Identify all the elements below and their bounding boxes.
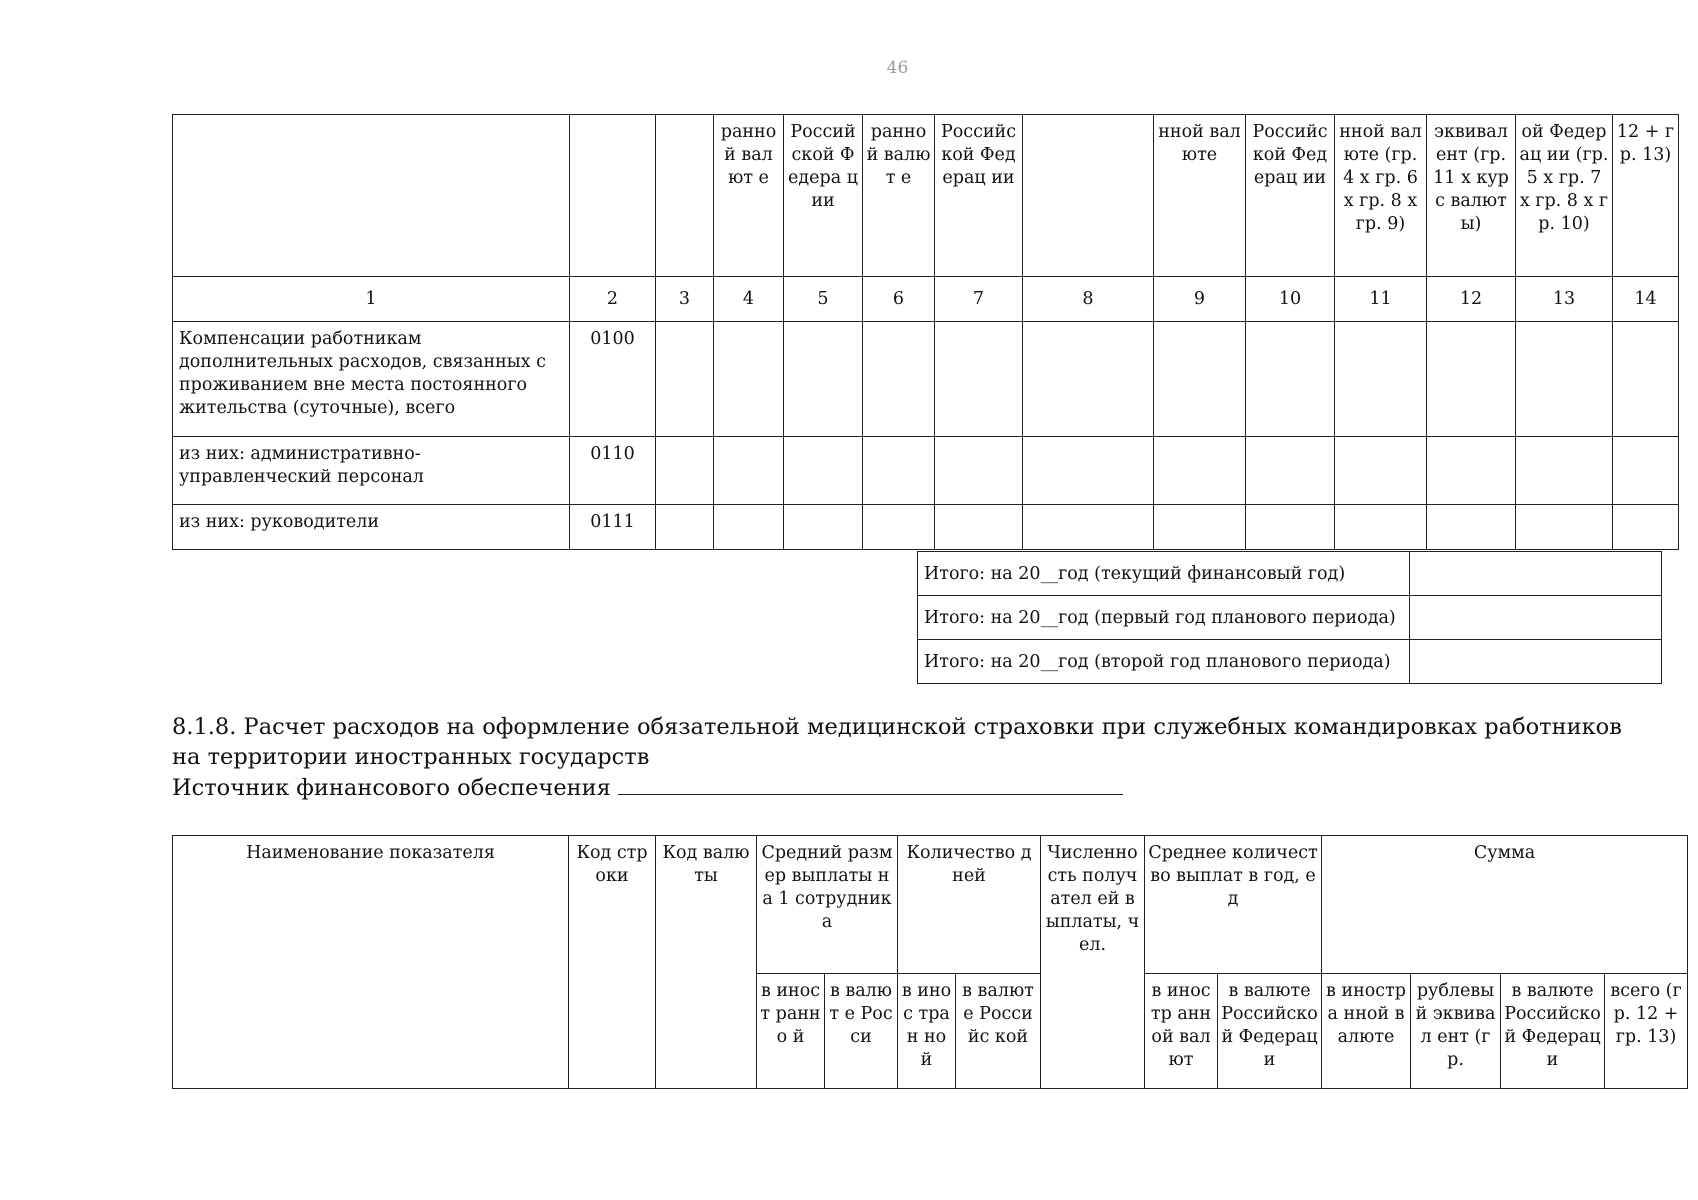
title-word: при [1101, 714, 1147, 740]
empty-cell [714, 437, 784, 505]
table-row [173, 437, 1679, 505]
title-word: работников [1484, 714, 1622, 740]
empty-cell [1516, 437, 1613, 505]
title-word: страховки [973, 714, 1095, 740]
empty-cell [863, 322, 935, 437]
column-number: 12 [1427, 277, 1516, 322]
column-number: 10 [1246, 277, 1335, 322]
empty-cell [935, 505, 1023, 550]
column-number: 13 [1516, 277, 1613, 322]
header-code: Код строки [569, 836, 656, 1089]
funding-source-line [172, 772, 1622, 803]
column-number: 6 [863, 277, 935, 322]
column-number: 8 [1023, 277, 1154, 322]
empty-cell [1154, 322, 1246, 437]
header-cell: Российс кой Федерац ии [935, 115, 1023, 277]
title-word: 8.1.8. Расчет [172, 714, 326, 740]
totals-table [917, 551, 1662, 684]
empty-cell [1023, 505, 1154, 550]
empty-cell [1335, 322, 1427, 437]
row-code: 0111 [570, 505, 656, 550]
header-sum: Сумма [1322, 836, 1688, 974]
header-recipients: Численно сть получател ей выплаты, чел. [1041, 836, 1145, 1089]
header-cell: нной валюте [1154, 115, 1246, 277]
header-cell: ой Федерац ии (гр. 5 х гр. 7 х гр. 8 х гр. 10) [1516, 115, 1613, 277]
section-title-line2: на территории иностранных государств [172, 744, 650, 770]
title-word: оформление [482, 714, 630, 740]
empty-cell [714, 505, 784, 550]
title-word: расходов [332, 714, 440, 740]
column-number: 2 [570, 277, 656, 322]
empty-cell [784, 437, 863, 505]
empty-cell [1613, 322, 1679, 437]
header-cell: ранно й валют е [714, 115, 784, 277]
header-cell [570, 115, 656, 277]
empty-cell [1427, 505, 1516, 550]
empty-cell [935, 437, 1023, 505]
column-number: 3 [656, 277, 714, 322]
column-number: 1 [173, 277, 570, 322]
column-number: 14 [1613, 277, 1679, 322]
empty-cell [1427, 322, 1516, 437]
table-header-row [173, 115, 1679, 277]
header-cell: 12 + гр. 13) [1613, 115, 1679, 277]
totals-value [1410, 640, 1662, 684]
title-word: медицинской [807, 714, 967, 740]
title-word: командировках [1293, 714, 1478, 740]
empty-cell [656, 437, 714, 505]
empty-cell [1246, 437, 1335, 505]
header-name: Наименование показателя [173, 836, 569, 1089]
subheader-cell: в инос тран ной [898, 974, 956, 1089]
empty-cell [935, 322, 1023, 437]
table-header-row [173, 836, 1688, 974]
header-avg-number: Среднее количество выплат в год, ед [1145, 836, 1322, 974]
totals-label: Итого: на 20__год (первый год планового периода) [918, 596, 1410, 640]
column-number: 9 [1154, 277, 1246, 322]
title-word: обязательной [636, 714, 800, 740]
empty-cell [656, 322, 714, 437]
row-code: 0100 [570, 322, 656, 437]
column-number: 7 [935, 277, 1023, 322]
daily-allowance-table [172, 114, 1679, 550]
column-number: 11 [1335, 277, 1427, 322]
medical-insurance-table [172, 835, 1688, 1089]
row-name: Компенсации работникам дополнительных расходов, связанных с проживанием вне места постоянного жительства (суточные), всего [173, 322, 570, 437]
header-cell [1023, 115, 1154, 277]
funding-source-label: Источник финансового обеспечения [172, 775, 611, 801]
header-avg-payment: Средний размер выплаты на 1 сотрудника [757, 836, 898, 974]
header-cell: Россий ской Федера ции [784, 115, 863, 277]
section-heading [172, 712, 1622, 803]
subheader-cell: рублевы й эквивал ент (гр. [1411, 974, 1501, 1089]
header-cell: Российс кой Федерац ии [1246, 115, 1335, 277]
column-number-row [173, 277, 1679, 322]
empty-cell [714, 322, 784, 437]
table-row [173, 322, 1679, 437]
totals-row [918, 552, 1662, 596]
empty-cell [1613, 505, 1679, 550]
header-cell: эквивал ент (гр. 11 х курс валюты) [1427, 115, 1516, 277]
subheader-cell: в валюте Российс кой [956, 974, 1041, 1089]
empty-cell [1335, 437, 1427, 505]
title-word: на [446, 714, 475, 740]
header-days: Количество дней [898, 836, 1041, 974]
row-name: из них: административно-управленческий персонал [173, 437, 570, 505]
subheader-cell: в иност ранно й [757, 974, 825, 1089]
empty-cell [1516, 322, 1613, 437]
empty-cell [1246, 322, 1335, 437]
header-currency: Код валюты [656, 836, 757, 1089]
empty-cell [1023, 322, 1154, 437]
totals-value [1410, 596, 1662, 640]
empty-cell [1246, 505, 1335, 550]
subheader-cell: в иностр анной валют [1145, 974, 1218, 1089]
totals-row [918, 596, 1662, 640]
page-number: 46 [886, 58, 909, 78]
empty-cell [784, 322, 863, 437]
funding-source-blank[interactable] [618, 772, 1123, 795]
column-number: 5 [784, 277, 863, 322]
header-cell: нной валюте (гр. 4 х гр. 6 х гр. 8 х гр. 9) [1335, 115, 1427, 277]
header-cell [656, 115, 714, 277]
subheader-cell: в валюте Российско й Федераци [1218, 974, 1322, 1089]
empty-cell [1516, 505, 1613, 550]
column-number: 4 [714, 277, 784, 322]
row-code: 0110 [570, 437, 656, 505]
empty-cell [1154, 437, 1246, 505]
header-cell [173, 115, 570, 277]
empty-cell [1023, 437, 1154, 505]
table-row [173, 505, 1679, 550]
empty-cell [1335, 505, 1427, 550]
subheader-cell: в валюте Российско й Федераци [1501, 974, 1605, 1089]
title-word: служебных [1153, 714, 1287, 740]
empty-cell [784, 505, 863, 550]
empty-cell [863, 437, 935, 505]
empty-cell [1613, 437, 1679, 505]
totals-value [1410, 552, 1662, 596]
empty-cell [656, 505, 714, 550]
totals-row [918, 640, 1662, 684]
header-cell: ранно й валют е [863, 115, 935, 277]
subheader-cell: в иностра нной валюте [1322, 974, 1411, 1089]
section-title-line [172, 712, 1622, 742]
subheader-cell: всего (гр. 12 + гр. 13) [1605, 974, 1688, 1089]
totals-label: Итого: на 20__год (второй год планового периода) [918, 640, 1410, 684]
empty-cell [1427, 437, 1516, 505]
subheader-cell: в валют е Росси [825, 974, 898, 1089]
empty-cell [1154, 505, 1246, 550]
empty-cell [863, 505, 935, 550]
row-name: из них: руководители [173, 505, 570, 550]
totals-label: Итого: на 20__год (текущий финансовый год) [918, 552, 1410, 596]
